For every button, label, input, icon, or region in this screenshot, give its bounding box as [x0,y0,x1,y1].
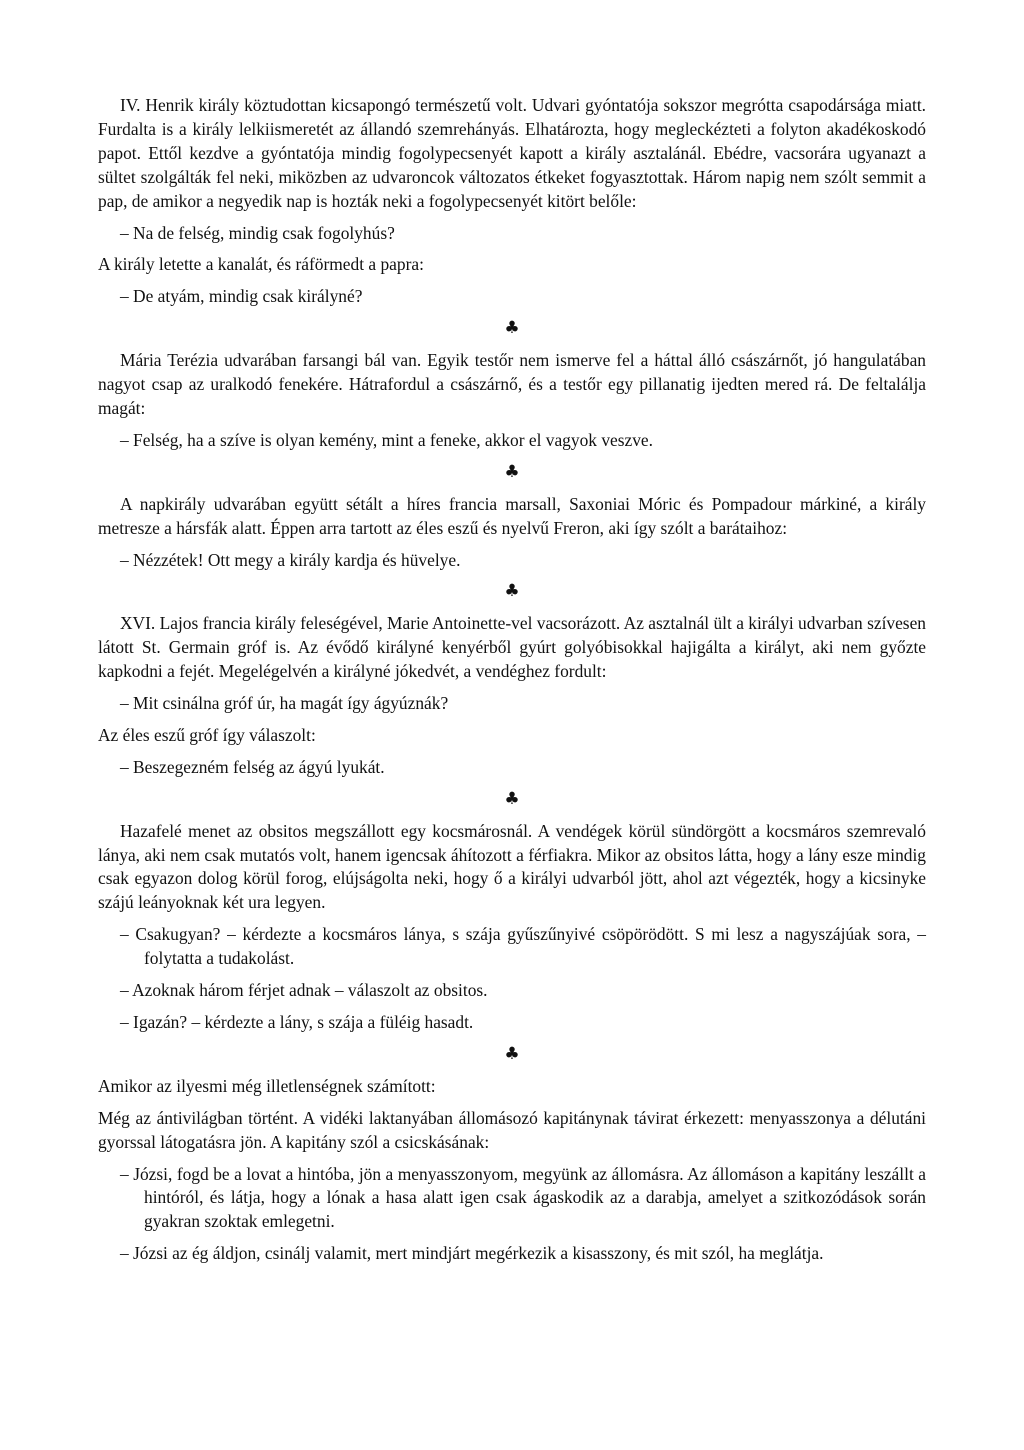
story-kapitany-intro: Amikor az ilyesmi még illetlenségnek számított: [98,1075,436,1096]
club-separator-icon: ♣ [504,461,520,482]
story-obsitos-dialogue-3: – Igazán? – kérdezte a lány, s szája a füléig hasadt. [120,1012,474,1032]
story-kapitany-dialogue-2: – Józsi az ég áldjon, csinálj valamit, mert mindjárt megérkezik a kisasszony, és mit szól, ha meglátja. [120,1243,824,1264]
story-henrik-dialogue-1: – Na de felség, mindig csak fogolyhús? [120,222,395,243]
document-page [98,94,926,1274]
story-napkiraly-dialogue-1: – Nézzétek! Ott megy a király kardja és hüvelye. [120,549,461,570]
story-lajos-narration: Az éles eszű gróf így válaszolt: [98,724,316,745]
story-lajos-dialogue-2: – Beszegezném felség az ágyú lyukát. [120,756,385,777]
story-maria-terezia-dialogue-1: – Felség, ha a szíve is olyan kemény, mint a feneke, akkor el vagyok veszve. [120,429,653,450]
story-kapitany-dialogue-1: – Józsi, fogd be a lovat a hintóba, jön a menyasszonyom, megyünk az állomásra. Az állomáson a kapitány leszállt a hintóról, és látja, hogy a lónak a hasa alatt igen csak ágaskodik az a darabja, amelyet a szitkozódások során gyakran szoktak emlegetni. [120,1163,926,1232]
story-obsitos-paragraph: Hazafelé menet az obsitos megszállott egy kocsmárosnál. A vendégek körül sündörgött a kocsmáros szemrevaló lánya, aki nem csak mutatós volt, hanem igencsak áhítozott a férfiakra. Mikor az obsitos látta, hogy a lány esze mindig csak egyazon dolog körül forog, elújságolta neki, hogy ő a királyi udvarból jött, ahol azt végezték, hogy a kicsinyke szájú leányoknak két ura legyen. [98,820,926,913]
story-obsitos-dialogue-2: – Azoknak három férjet adnak – válaszolt az obsitos. [120,980,488,1001]
story-lajos-paragraph: XVI. Lajos francia király feleségével, Marie Antoinette-vel vacsorázott. Az asztalnál ült a királyi udvarban szívesen látott St. Germain gróf is. Az évődő királyné kenyérből gyúrt golyóbisokkal hajigálta a királyt, aki nem győzte kapkodni a fejét. Megelégelvén a királyné jókedvét, a vendéghez fordult: [98,613,926,682]
club-separator-icon: ♣ [504,1043,520,1064]
club-separator-icon: ♣ [504,788,520,809]
story-napkiraly-paragraph: A napkirály udvarában együtt sétált a híres francia marsall, Saxoniai Móric és Pompadour márkiné, a király metresze a hársfák alatt. Éppen arra tartott az éles eszű és nyelvű Freron, aki így szólt a barátaihoz: [98,493,926,538]
story-maria-terezia-paragraph: Mária Terézia udvarában farsangi bál van. Egyik testőr nem ismerve fel a háttal álló császárnőt, jó hangulatában nagyot csap az uralkodó fenekére. Hátrafordul a császárnő, és a testőr egy pillanatig ijedten mered rá. De feltalálja magát: [98,350,926,418]
story-henrik-narration: A király letette a kanalát, és ráförmedt a papra: [98,254,424,275]
story-kapitany-paragraph: Még az ántivilágban történt. A vidéki laktanyában állomásozó kapitánynak távirat érkezett: menyasszonya a délutáni gyorssal látogatásra jön. A kapitány szól a csicskásának: [98,1107,926,1152]
club-separator-icon: ♣ [504,581,520,602]
story-obsitos-dialogue-1: – Csakugyan? – kérdezte a kocsmáros lánya, s szája gyűszűnyivé csöpörödött. S mi lesz a nagyszájúak sora, – folytatta a tudakolást. [120,924,926,969]
story-henrik-dialogue-2: – De atyám, mindig csak királyné? [120,286,363,307]
club-separator-icon: ♣ [504,318,520,339]
story-henrik-paragraph: IV. Henrik király köztudottan kicsapongó természetű volt. Udvari gyóntatója sokszor megrótta csapodársága miatt. Furdalta is a király lelkiismeretét az állandó szemrehányás. Elhatározta, hogy megleckézteti a folyton akadékoskodó papot. Ettől kezdve a gyóntatója mindig fogolypecsenyét kapott a király asztalánál. Ebédre, vacsorára ugyanazt a sültet szolgálták fel neki, miközben az udvaroncok változatos étkeket fogyasztottak. Három napig nem szólt semmit a pap, de amikor a negyedik nap is hozták neki a fogolypecsenyét kitört belőle: [98,95,926,211]
story-lajos-dialogue-1: – Mit csinálna gróf úr, ha magát így ágyúznák? [120,693,449,714]
